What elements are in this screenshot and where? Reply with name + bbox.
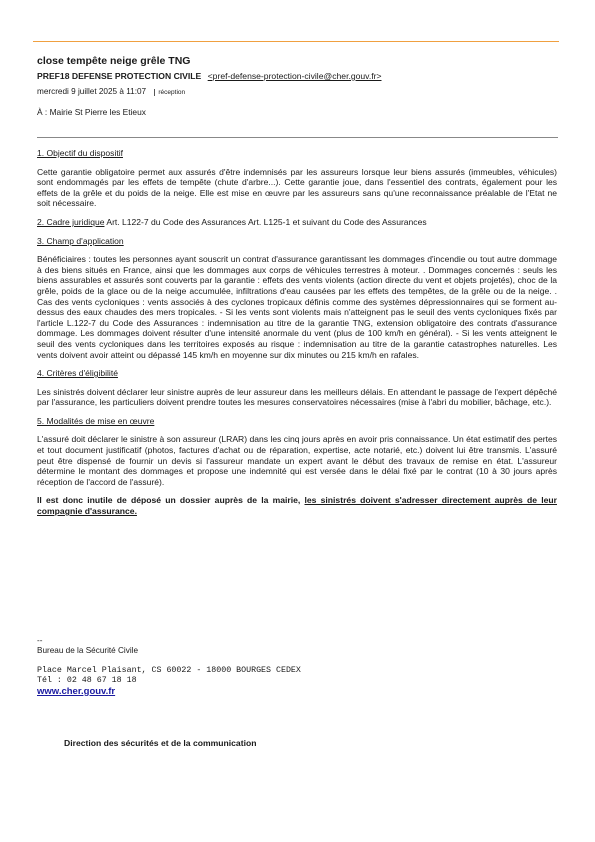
closing-statement: [37, 495, 557, 516]
section-4-heading: 4. Critères d'éligibilité: [37, 368, 118, 379]
email-recipient: À : Mairie St Pierre les Etieux: [37, 107, 146, 117]
section-2-heading: 2. Cadre juridique: [37, 216, 105, 227]
section-5-text: L'assuré doit déclarer le sinistre à son assureur (LRAR) dans les cinq jours après en avoir pris connaissance. Un état estimatif des pertes et tout document justificatif (photos, factures d'achat ou de réparation, expertise, acte notarié, etc.) doivent lui être transmis. L'assuré peut être dispensé de fournir un devis si l'assureur mandate un expert avant le début des travaux de remise en état. L'assureur détermine le montant des dommages et propose une indemnité qui est versée dans le délai fixé par le contrat (10 à 30 jours après réception de l'accord de l'assuré).: [37, 434, 557, 487]
section-1-text: Cette garantie obligatoire permet aux assurés d'être indemnisés par les assureurs lorsque leur biens assurés (immeubles, véhicules) sont endommagés par les effets de tempête (chute d'arbre...). Cette garantie joue, dans l'essentiel des contrats, également pour les effets de la grêle et du poids de la neige. Elle est mise en œuvre par les assureurs sans qu'une reconnaissance préalable de l'Etat ne soit nécessaire.: [37, 166, 557, 209]
email-sender: [37, 71, 382, 81]
body-divider: [37, 137, 558, 138]
section-3-heading: 3. Champ d'application: [37, 235, 124, 246]
section-3-text: Bénéficiaires : toutes les personnes ayant souscrit un contrat d'assurance garantissant les dommages d'incendie ou tout autre dommage à des biens situés en France, ainsi que les dommages aux corps de véhicules terrestres à moteur. . Dommages concernés : seuls les biens assurables et assurés sont couverts par la garantie : effets des vents violents (action directe du vent et objets projetés), choc de la grêle, poids de la glace ou de la neige accumulée, infiltrations d'eau causées par les effets des tempêtes, de la grêle ou de la neige. . Cas des vents cycloniques : vents associés à des cyclones tropicaux définis comme des systèmes dépressionnaires qui se forment au-dessus des eaux chaudes des mers tropicales. - Si les vents sont violents mais n'atteignent pas le seuil des vents cycloniques fixés par l'article L.122-7 du Code des Assurances : indemnisation au titre de la garantie TNG, extension obligatoire des contrats d'assurance dommage. Les dommages doivent résulter d'une intensité anormale du vent (plus de 100 km/h en général). - Si les vents atteignent le seuil des vents cycloniques dans les territoires exposés au risque : indemnisation au titre de la garantie catastrophes naturelles. Les vents doivent avoir atteint ou dépassé 145 km/h en moyenne sur dix minutes ou 215 km/h en rafales.: [37, 254, 557, 360]
closing-plain: Il est donc inutile de déposé un dossier auprès de la mairie,: [37, 495, 305, 506]
header-divider: [33, 41, 559, 42]
email-date: [37, 87, 185, 96]
email-subject: close tempête neige grêle TNG: [37, 55, 191, 67]
section-5-heading: 5. Modalités de mise en œuvre: [37, 415, 155, 426]
email-body: [37, 148, 557, 525]
signature-dashes: --: [37, 636, 43, 645]
signature-office: Bureau de la Sécurité Civile: [37, 646, 139, 656]
footer-department: Direction des sécurités et de la communication: [64, 738, 257, 748]
date-tag: réception: [154, 89, 185, 96]
section-2: [37, 217, 557, 228]
sender-name: PREF18 DEFENSE PROTECTION CIVILE: [37, 71, 202, 81]
section-2-text: Art. L122-7 du Code des Assurances Art. L125-1 et suivant du Code des Assurances: [104, 216, 427, 227]
email-signature: [37, 636, 301, 697]
section-4-text: Les sinistrés doivent déclarer leur sinistre auprès de leur assureur dans les meilleurs délais. En attendant le passage de l'expert dépêché par l'assurance, les particuliers doivent prendre toutes les mesures conservatoires nécessaires (mise à l'abri du mobilier, bâchage, etc.).: [37, 386, 557, 408]
section-1-heading: 1. Objectif du dispositif: [37, 148, 123, 158]
closing-underlined: les sinistrés doivent s'adresser directement auprès de leur compagnie d'assurance.: [37, 495, 557, 517]
date-text: mercredi 9 juillet 2025 à 11:07: [37, 87, 147, 96]
sender-email-link[interactable]: <pref-defense-protection-civile@cher.gouv.fr>: [207, 71, 382, 81]
signature-website-link[interactable]: www.cher.gouv.fr: [37, 685, 116, 697]
signature-phone: Tél : 02 48 67 18 18: [37, 676, 137, 686]
signature-address: Place Marcel Plaisant, CS 60022 - 18000 BOURGES CEDEX: [37, 665, 301, 675]
